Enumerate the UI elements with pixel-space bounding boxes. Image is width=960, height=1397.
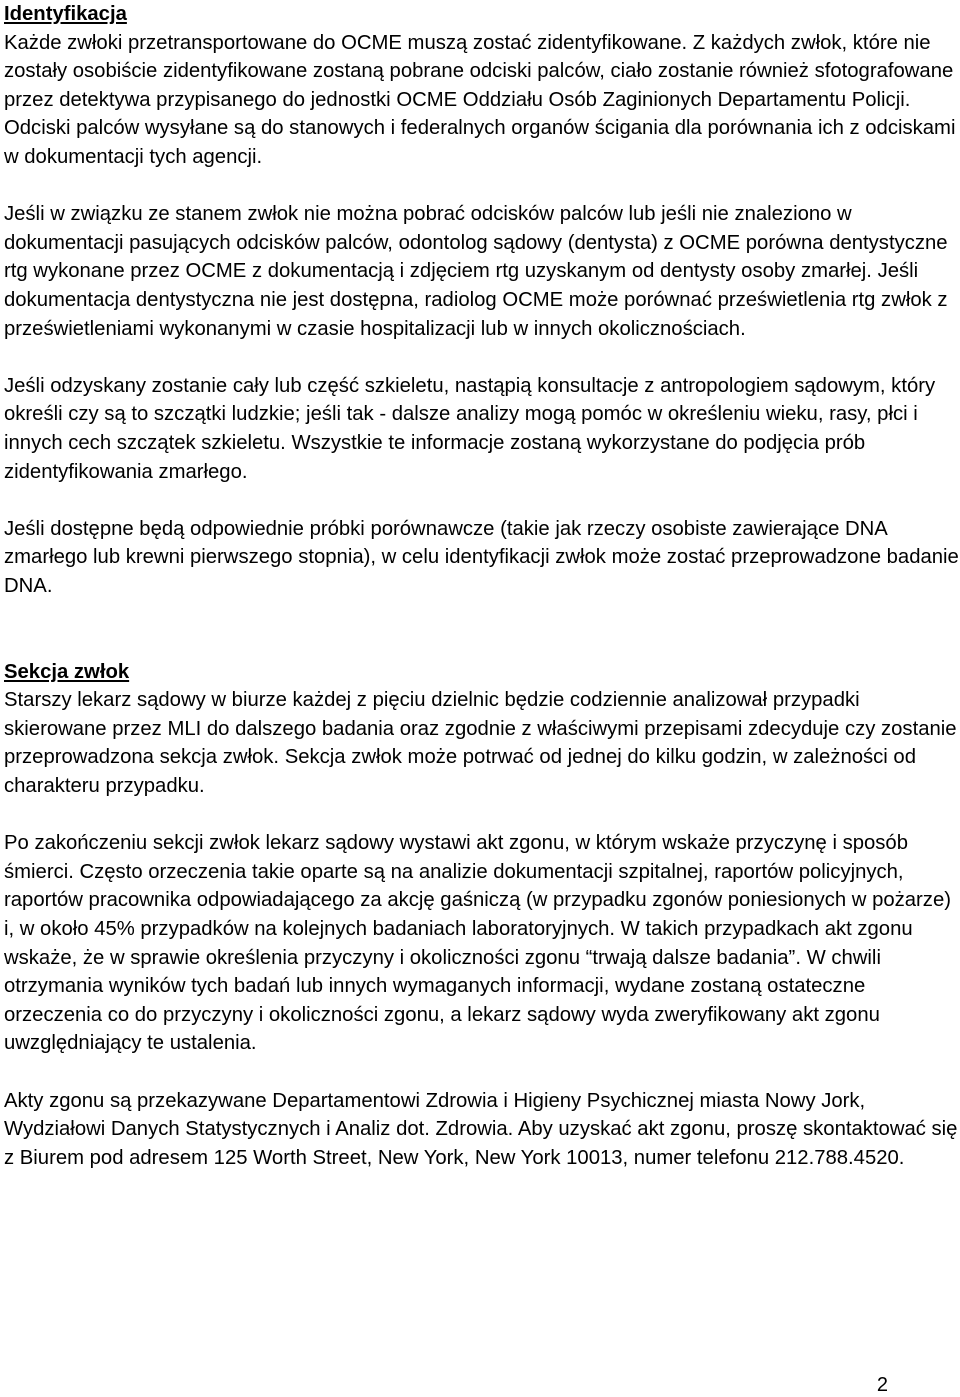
page-number: 2 [876,1374,888,1396]
paragraph: Jeśli w związku ze stanem zwłok nie można pobrać odcisków palców lub jeśli nie znaleziono w dokumentacji pasujących odcisków palców, odontolog sądowy (dentysta) z OCME porówna dentystyczne rtg wykonane przez OCME z dokumentacją i zdjęciem rtg uzyskanym od dentysty osoby zmarłej. Jeśli dokumentacja dentystyczna nie jest dostępna, radiolog OCME może porównać prześwietlenia rtg zwłok z prześwietleniami wykonanymi w czasie hospitalizacji lub w innych okolicznościach. [4,203,948,340]
document-page [4,0,960,1201]
section-heading-identification: Identyfikacja [4,3,127,25]
section-heading-autopsy: Sekcja zwłok [4,660,130,683]
paragraph: Akty zgonu są przekazywane Departamentowi Zdrowia i Higieny Psychicznej miasta Nowy Jork, Wydziałowi Danych Statystycznych i Analiz dot. Zdrowia. Aby uzyskać akt zgonu, proszę skontaktować się z Biurem pod adresem 125 Worth Street, New York, New York 10013, numer telefonu 212.788.4520. [4,1089,958,1169]
paragraph: Jeśli dostępne będą odpowiednie próbki porównawcze (takie jak rzeczy osobiste zawierające DNA zmarłego lub krewni pierwszego stopnia), w celu identyfikacji zwłok może zostać przeprowadzone badanie DNA. [4,517,959,597]
section-identification [4,0,960,600]
paragraph: Starszy lekarz sądowy w biurze każdej z pięciu dzielnic będzie codziennie analizował przypadki skierowane przez MLI do dalszego badania oraz zgodnie z właściwymi przepisami zdecyduje czy zostanie przeprowadzona sekcja zwłok. Sekcja zwłok może potrwać od jednej do kilku godzin, w zależności od charakteru przypadku. [4,689,957,798]
section-spacer [4,629,960,658]
paragraph: Po zakończeniu sekcji zwłok lekarz sądowy wystawi akt zgonu, w którym wskaże przyczynę i sposób śmierci. Często orzeczenia takie oparte są na analizie dokumentacji szpitalnej, raportów policyjnych, raportów pracownika odpowiadającego za akcję gaśniczą (w przypadku zgonów poniesionych w pożarze) i, w około 45% przypadków na kolejnych badaniach laboratoryjnych. W takich przypadkach akt zgonu wskaże, że w sprawie określenia przyczyny i okoliczności zgonu “trwają dalsze badania”. W chwili otrzymania wyników tych badań lub innych wymaganych informacji, wydane zostaną ostateczne orzeczenia co do przyczyny i okoliczności zgonu, a lekarz sądowy wyda zweryfikowany akt zgonu uwzględniający te ustalenia. [4,832,951,1055]
paragraph: Jeśli odzyskany zostanie cały lub część szkieletu, nastąpią konsultacje z antropologiem sądowym, który określi czy są to szczątki ludzkie; jeśli tak - dalsze analizy mogą pomóc w określeniu wieku, rasy, płci i innych cech szczątek szkieletu. Wszystkie te informacje zostaną wykorzystane do podjęcia prób zidentyfikowania zmarłego. [4,374,936,483]
section-autopsy [4,658,960,1173]
paragraph: Każde zwłoki przetransportowane do OCME muszą zostać zidentyfikowane. Z każdych zwłok, które nie zostały osobiście zidentyfikowane zostaną pobrane odciski palców, ciało zostanie również sfotografowane przez detektywa przypisanego do jednostki OCME Oddziału Osób Zaginionych Departamentu Policji. Odciski palców wysyłane są do stanowych i federalnych organów ścigania dla porównania ich z odciskami w dokumentacji tych agencji. [4,31,956,168]
